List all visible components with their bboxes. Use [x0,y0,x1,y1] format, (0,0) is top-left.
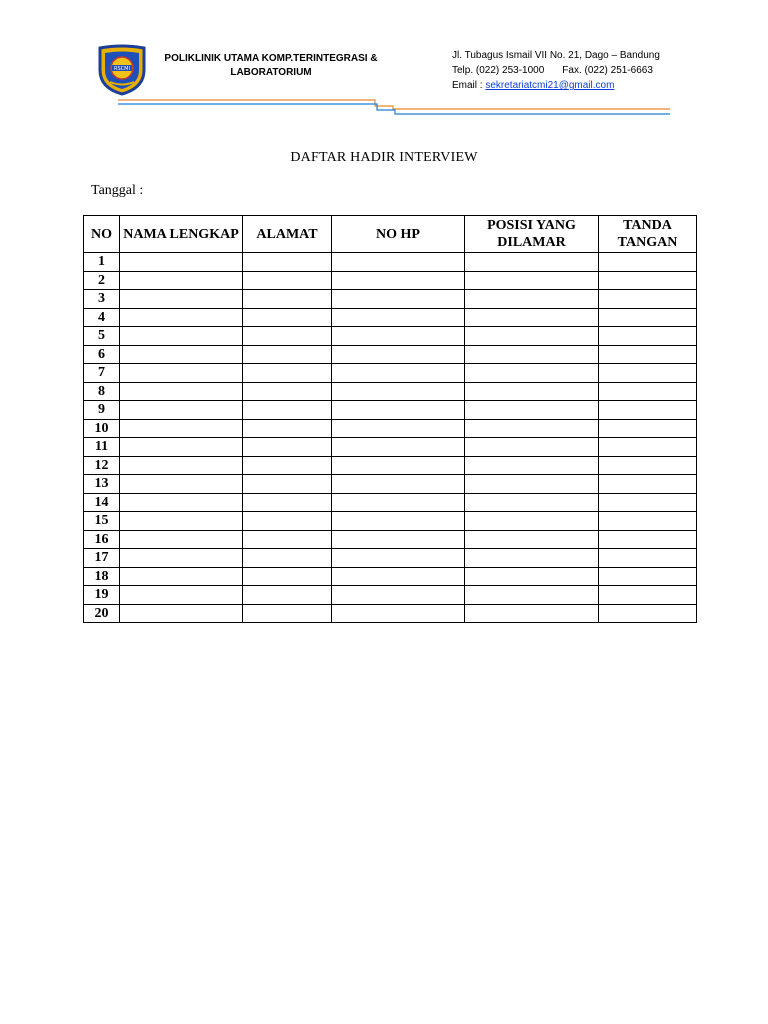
tanda-tangan-cell [599,327,697,346]
table-row [84,530,697,549]
table-row [84,438,697,457]
table-row [84,271,697,290]
nama-lengkap-cell [120,438,243,457]
fax-number: Fax. (022) 251-6663 [562,65,653,76]
org-name-line-1: POLIKLINIK UTAMA KOMP.TERINTEGRASI & [164,53,378,64]
nama-lengkap-cell [120,604,243,623]
alamat-cell [243,327,332,346]
alamat-cell [243,419,332,438]
tanda-tangan-cell [599,549,697,568]
posisi-cell [465,382,599,401]
email-label: Email : [452,80,483,91]
nama-lengkap-cell [120,549,243,568]
alamat-cell [243,364,332,383]
posisi-cell [465,401,599,420]
nama-lengkap-cell [120,401,243,420]
org-name-line-2: LABORATORIUM [230,67,312,78]
phone-number: Telp. (022) 253-1000 [452,65,545,76]
clinic-shield-emblem-icon [96,44,148,96]
table-row [84,456,697,475]
nama-lengkap-cell [120,327,243,346]
no-hp-cell [332,456,465,475]
posisi-cell [465,530,599,549]
nama-lengkap-cell [120,475,243,494]
alamat-cell [243,345,332,364]
organization-name [160,52,382,80]
alamat-cell [243,271,332,290]
header-posisi-yang-dilamar: POSISI YANG DILAMAR [465,216,599,253]
tanda-tangan-cell [599,438,697,457]
alamat-cell [243,382,332,401]
alamat-cell [243,290,332,309]
tanda-tangan-cell [599,290,697,309]
no-hp-cell [332,438,465,457]
document-title: DAFTAR HADIR INTERVIEW [290,150,478,165]
table-row [84,290,697,309]
row-number: 20 [84,604,120,623]
table-row [84,364,697,383]
alamat-cell [243,456,332,475]
row-number: 5 [84,327,120,346]
row-number: 11 [84,438,120,457]
posisi-cell [465,493,599,512]
svg-text:RSCMI: RSCMI [114,66,130,72]
alamat-cell [243,253,332,272]
nama-lengkap-cell [120,419,243,438]
nama-lengkap-cell [120,530,243,549]
table-row [84,327,697,346]
alamat-cell [243,401,332,420]
no-hp-cell [332,308,465,327]
table-row [84,475,697,494]
no-hp-cell [332,345,465,364]
no-hp-cell [332,253,465,272]
posisi-cell [465,290,599,309]
no-hp-cell [332,493,465,512]
alamat-cell [243,586,332,605]
no-hp-cell [332,567,465,586]
posisi-cell [465,567,599,586]
no-hp-cell [332,271,465,290]
email-link[interactable]: sekretariatcmi21@gmail.com [485,80,615,91]
tanda-tangan-cell [599,456,697,475]
table-row [84,382,697,401]
no-hp-cell [332,530,465,549]
nama-lengkap-cell [120,271,243,290]
posisi-cell [465,456,599,475]
posisi-cell [465,253,599,272]
row-number: 12 [84,456,120,475]
contact-block [452,48,660,93]
alamat-cell [243,530,332,549]
tanda-tangan-cell [599,253,697,272]
table-row [84,493,697,512]
header-divider-lines [0,95,768,120]
row-number: 17 [84,549,120,568]
table-row [84,549,697,568]
no-hp-cell [332,586,465,605]
row-number: 10 [84,419,120,438]
tanda-tangan-cell [599,382,697,401]
tanda-tangan-cell [599,345,697,364]
alamat-cell [243,567,332,586]
row-number: 19 [84,586,120,605]
posisi-cell [465,345,599,364]
table-row [84,604,697,623]
nama-lengkap-cell [120,567,243,586]
tanda-tangan-cell [599,475,697,494]
table-row [84,567,697,586]
tanda-tangan-cell [599,308,697,327]
nama-lengkap-cell [120,253,243,272]
nama-lengkap-cell [120,290,243,309]
table-row [84,401,697,420]
row-number: 6 [84,345,120,364]
posisi-cell [465,475,599,494]
alamat-cell [243,549,332,568]
nama-lengkap-cell [120,364,243,383]
nama-lengkap-cell [120,586,243,605]
alamat-cell [243,475,332,494]
row-number: 13 [84,475,120,494]
header-alamat: ALAMAT [243,216,332,253]
posisi-cell [465,327,599,346]
table-row [84,512,697,531]
tanda-tangan-cell [599,493,697,512]
no-hp-cell [332,549,465,568]
row-number: 9 [84,401,120,420]
email-line [452,78,660,93]
tanda-tangan-cell [599,419,697,438]
no-hp-cell [332,382,465,401]
alamat-cell [243,604,332,623]
row-number: 7 [84,364,120,383]
tanda-tangan-cell [599,604,697,623]
tanda-tangan-cell [599,530,697,549]
nama-lengkap-cell [120,308,243,327]
alamat-cell [243,308,332,327]
posisi-cell [465,586,599,605]
posisi-cell [465,604,599,623]
no-hp-cell [332,290,465,309]
posisi-cell [465,271,599,290]
phone-fax-line [452,63,660,78]
header-no: NO [84,216,120,253]
table-row [84,586,697,605]
date-label: Tanggal : [91,183,144,198]
header-nama-lengkap: NAMA LENGKAP [120,216,243,253]
row-number: 14 [84,493,120,512]
table-row [84,419,697,438]
alamat-cell [243,438,332,457]
nama-lengkap-cell [120,382,243,401]
table-row [84,253,697,272]
nama-lengkap-cell [120,512,243,531]
row-number: 8 [84,382,120,401]
attendance-table [83,215,697,623]
tanda-tangan-cell [599,567,697,586]
address-line: Jl. Tubagus Ismail VII No. 21, Dago – Bandung [452,50,660,61]
header-no-hp: NO HP [332,216,465,253]
posisi-cell [465,438,599,457]
row-number: 3 [84,290,120,309]
posisi-cell [465,419,599,438]
row-number: 4 [84,308,120,327]
table-row [84,308,697,327]
row-number: 16 [84,530,120,549]
tanda-tangan-cell [599,512,697,531]
posisi-cell [465,512,599,531]
tanda-tangan-cell [599,586,697,605]
table-row [84,345,697,364]
alamat-cell [243,512,332,531]
tanda-tangan-cell [599,364,697,383]
no-hp-cell [332,512,465,531]
no-hp-cell [332,419,465,438]
attendance-table-body [84,253,697,623]
row-number: 1 [84,253,120,272]
posisi-cell [465,364,599,383]
tanda-tangan-cell [599,271,697,290]
no-hp-cell [332,475,465,494]
no-hp-cell [332,604,465,623]
posisi-cell [465,308,599,327]
no-hp-cell [332,327,465,346]
no-hp-cell [332,364,465,383]
nama-lengkap-cell [120,345,243,364]
row-number: 15 [84,512,120,531]
row-number: 18 [84,567,120,586]
row-number: 2 [84,271,120,290]
header-tanda-tangan: TANDA TANGAN [599,216,697,253]
nama-lengkap-cell [120,456,243,475]
no-hp-cell [332,401,465,420]
nama-lengkap-cell [120,493,243,512]
table-header-row [84,216,697,253]
alamat-cell [243,493,332,512]
tanda-tangan-cell [599,401,697,420]
posisi-cell [465,549,599,568]
